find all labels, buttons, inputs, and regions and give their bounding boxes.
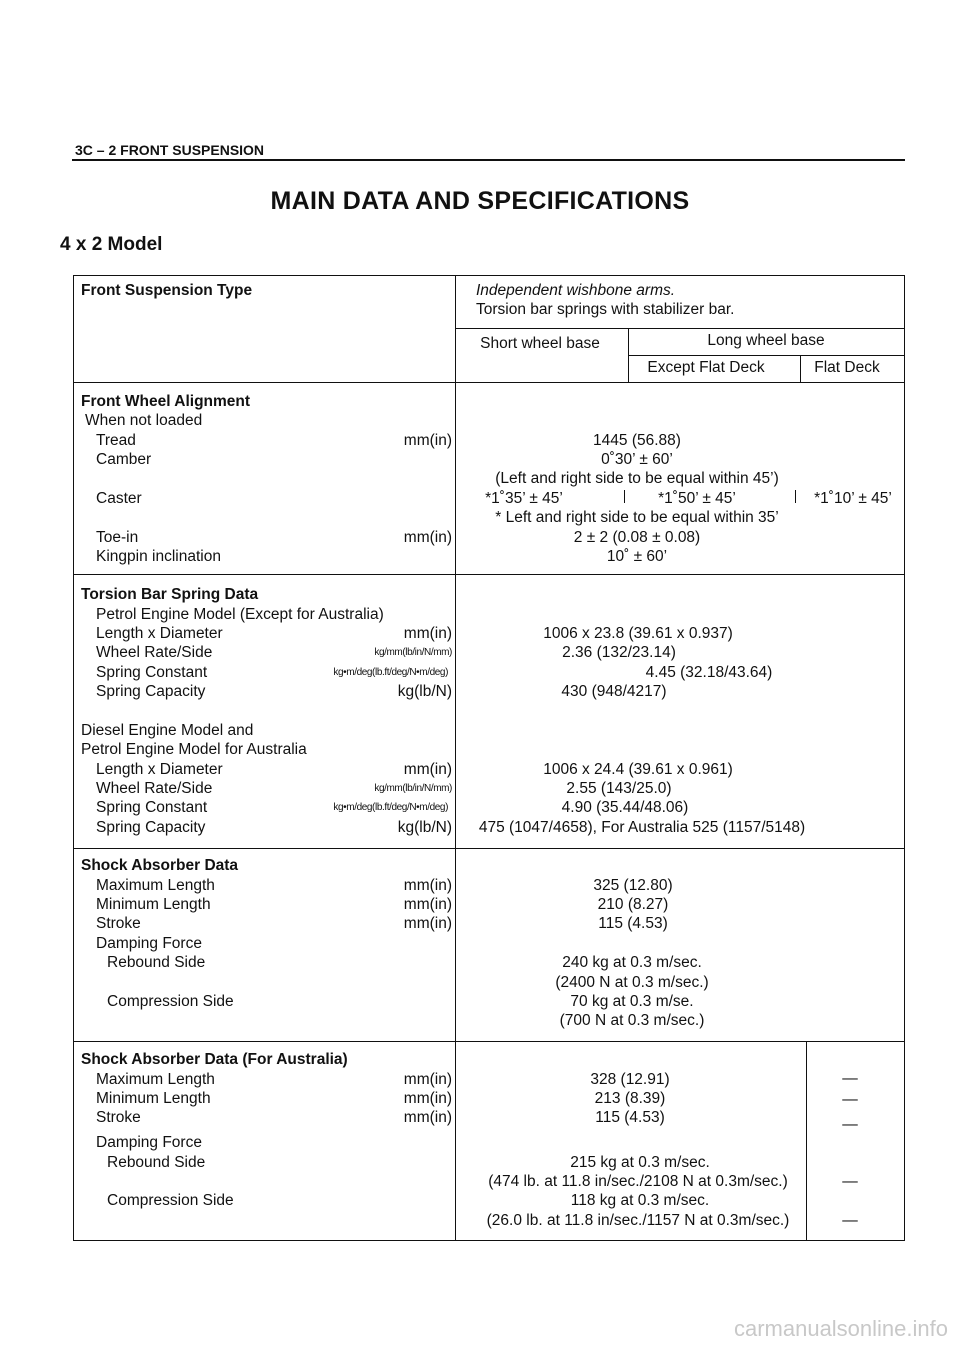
caster-note: * Left and right side to be equal within 35’ [495, 509, 779, 526]
au-compression-value-1: 118 kg at 0.3 m/sec. [570, 1192, 710, 1209]
tread-value: 1445 (56.88) [593, 432, 681, 449]
wheel-rate-label: Wheel Rate/Side [96, 780, 213, 797]
caster-long-value: *1˚50’ ± 45’ [658, 490, 736, 507]
compression-side-label: Compression Side [107, 1192, 234, 1209]
diesel-model-title-1: Diesel Engine Model and [81, 722, 254, 739]
camber-value: 0˚30’ ± 60’ [601, 451, 673, 468]
au-rebound-value-2: (474 lb. at 11.8 in/sec./2108 N at 0.3m/sec.) [488, 1173, 788, 1190]
short-wheel-base-label: Short wheel base [480, 335, 600, 352]
kingpin-value: 10˚ ± 60’ [606, 548, 668, 565]
au-rebound-value-1: 215 kg at 0.3 m/sec. [570, 1154, 710, 1171]
diesel-model-title-2: Petrol Engine Model for Australia [81, 741, 307, 758]
rebound-value-2: (2400 N at 0.3 m/sec.) [555, 974, 709, 991]
length-diameter-unit: mm(in) [403, 761, 452, 778]
australia-column-divider [806, 1041, 807, 1240]
toe-in-value: 2 ± 2 (0.08 ± 0.08) [573, 529, 701, 546]
shock-title: Shock Absorber Data [81, 857, 239, 874]
damping-force-label: Damping Force [96, 1134, 202, 1151]
caster-short-value: *1˚35’ ± 45’ [485, 490, 563, 507]
spring-constant-unit: kg•m/deg(lb.ft/deg/N•m/deg) [333, 802, 448, 813]
spring-capacity-label: Spring Capacity [96, 683, 206, 700]
max-length-label: Maximum Length [96, 1071, 215, 1088]
length-diameter-label: Length x Diameter [96, 761, 223, 778]
toe-in-label: Toe-in [96, 529, 139, 546]
max-length-unit: mm(in) [403, 1071, 452, 1088]
max-length-value: 325 (12.80) [593, 877, 673, 894]
diesel-capacity-value: 475 (1047/4658), For Australia 525 (1157/5148) [478, 819, 806, 836]
caster-flat-value: *1˚10’ ± 45’ [814, 490, 892, 507]
compression-value-2: (700 N at 0.3 m/sec.) [559, 1012, 705, 1029]
toe-in-unit: mm(in) [403, 529, 452, 546]
flat-deck-dash: — [842, 1070, 858, 1087]
spring-capacity-label: Spring Capacity [96, 819, 206, 836]
spring-constant-label: Spring Constant [96, 799, 208, 816]
front-suspension-value-2: Torsion bar springs with stabilizer bar. [476, 301, 735, 318]
length-diameter-label: Length x Diameter [96, 625, 223, 642]
au-stroke-value: 115 (4.53) [595, 1109, 665, 1126]
when-not-loaded-label: When not loaded [85, 412, 203, 429]
compression-side-label: Compression Side [107, 993, 234, 1010]
rebound-side-label: Rebound Side [107, 1154, 206, 1171]
row-divider [73, 382, 905, 383]
row-divider [73, 1041, 905, 1042]
shock-au-title: Shock Absorber Data (For Australia) [81, 1051, 348, 1068]
petrol-rate-value: 2.36 (132/23.14) [562, 644, 676, 661]
tread-label: Tread [96, 432, 136, 449]
flat-deck-dash: — [842, 1091, 858, 1108]
stroke-label: Stroke [96, 1109, 141, 1126]
flat-deck-dash: — [842, 1116, 858, 1133]
petrol-model-title: Petrol Engine Model (Except for Australia) [96, 606, 384, 623]
row-divider [73, 574, 905, 575]
front-suspension-label: Front Suspension Type [81, 282, 253, 299]
torsion-title: Torsion Bar Spring Data [81, 586, 259, 603]
except-flat-deck-label: Except Flat Deck [647, 359, 765, 376]
wheel-rate-unit: kg/mm(lb/in/N/mm) [374, 647, 452, 658]
min-length-label: Minimum Length [96, 1090, 211, 1107]
petrol-constant-value: 4.45 (32.18/43.64) [645, 664, 773, 681]
min-length-value: 210 (8.27) [597, 896, 669, 913]
tread-unit: mm(in) [403, 432, 452, 449]
min-length-unit: mm(in) [403, 1090, 452, 1107]
length-diameter-unit: mm(in) [403, 625, 452, 642]
caster-separator [624, 490, 625, 503]
table-column-divider [455, 276, 456, 1240]
alignment-title: Front Wheel Alignment [81, 393, 251, 410]
spring-capacity-unit: kg(lb/N) [397, 819, 452, 836]
stroke-unit: mm(in) [403, 915, 452, 932]
petrol-length-value: 1006 x 23.8 (39.61 x 0.937) [543, 625, 733, 642]
spring-capacity-unit: kg(lb/N) [397, 683, 452, 700]
long-wheel-base-label: Long wheel base [707, 332, 825, 349]
rebound-value-1: 240 kg at 0.3 m/sec. [562, 954, 702, 971]
caster-separator [795, 490, 796, 503]
max-length-unit: mm(in) [403, 877, 452, 894]
page-title: MAIN DATA AND SPECIFICATIONS [270, 187, 690, 215]
diesel-constant-value: 4.90 (35.44/48.06) [561, 799, 689, 816]
camber-note: (Left and right side to be equal within 45’) [495, 470, 779, 487]
flat-deck-label: Flat Deck [814, 359, 880, 376]
rebound-side-label: Rebound Side [107, 954, 206, 971]
min-length-unit: mm(in) [403, 896, 452, 913]
wheelbase-grid-line [800, 355, 801, 382]
au-compression-value-2: (26.0 lb. at 11.8 in/sec./1157 N at 0.3m/sec.) [486, 1212, 790, 1229]
caster-label: Caster [96, 490, 142, 507]
wheelbase-grid-line [455, 328, 905, 329]
wheelbase-grid-line [628, 355, 905, 356]
camber-label: Camber [96, 451, 152, 468]
wheel-rate-unit: kg/mm(lb/in/N/mm) [374, 783, 452, 794]
row-divider [73, 848, 905, 849]
spring-constant-label: Spring Constant [96, 664, 208, 681]
stroke-value: 115 (4.53) [598, 915, 668, 932]
kingpin-label: Kingpin inclination [96, 548, 221, 565]
spring-constant-unit: kg•m/deg(lb.ft/deg/N•m/deg) [333, 667, 448, 678]
diesel-length-value: 1006 x 24.4 (39.61 x 0.961) [543, 761, 733, 778]
compression-value-1: 70 kg at 0.3 m/se. [570, 993, 694, 1010]
flat-deck-dash: — [842, 1212, 858, 1229]
model-heading: 4 x 2 Model [60, 234, 163, 255]
section-header: 3C – 2 FRONT SUSPENSION [75, 142, 265, 158]
damping-force-label: Damping Force [96, 935, 202, 952]
front-suspension-value-1: Independent wishbone arms. [476, 282, 676, 299]
flat-deck-dash: — [842, 1173, 858, 1190]
wheel-rate-label: Wheel Rate/Side [96, 644, 213, 661]
max-length-label: Maximum Length [96, 877, 215, 894]
stroke-unit: mm(in) [403, 1109, 452, 1126]
min-length-label: Minimum Length [96, 896, 211, 913]
au-max-length-value: 328 (12.91) [590, 1071, 670, 1088]
petrol-capacity-value: 430 (948/4217) [561, 683, 667, 700]
header-rule [72, 159, 905, 161]
au-min-length-value: 213 (8.39) [594, 1090, 666, 1107]
diesel-rate-value: 2.55 (143/25.0) [566, 780, 672, 797]
wheelbase-grid-line [628, 328, 629, 382]
watermark: carmanualsonline.info [733, 1316, 948, 1341]
stroke-label: Stroke [96, 915, 141, 932]
